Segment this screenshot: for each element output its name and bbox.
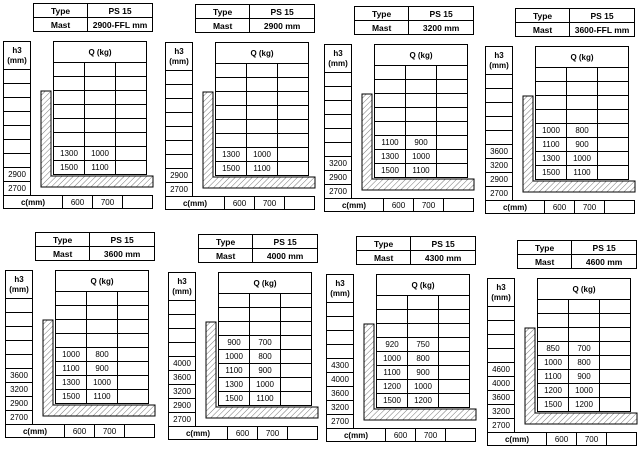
fork-shape xyxy=(41,91,153,187)
type-label: Type xyxy=(34,4,88,18)
h3-label: h3 xyxy=(496,282,506,292)
q-cell: 1500 xyxy=(377,394,408,408)
q-cell: 1200 xyxy=(569,398,600,412)
h3-cell: 3600 xyxy=(169,371,196,385)
c-table xyxy=(168,426,318,440)
type-value: PS 15 xyxy=(572,241,637,255)
q-cell: 900 xyxy=(569,370,600,384)
h3-cell: 2700 xyxy=(169,413,196,427)
q-cell: 1000 xyxy=(250,378,281,392)
q-cell: 920 xyxy=(377,338,408,352)
type-value: PS 15 xyxy=(90,233,155,247)
q-cell: 900 xyxy=(406,136,437,150)
h3-cell: 2700 xyxy=(488,419,515,433)
fork-shape xyxy=(206,322,318,418)
capacity-panel xyxy=(324,6,474,221)
c-label: c(mm) xyxy=(6,425,65,438)
type-value: PS 15 xyxy=(253,235,318,249)
h3-cell: 2700 xyxy=(4,182,31,196)
q-header: Q (kg) xyxy=(219,273,312,294)
q-cell: 1000 xyxy=(85,147,116,161)
q-cell: 1300 xyxy=(56,376,87,390)
c-label: c(mm) xyxy=(486,201,545,214)
type-label: Type xyxy=(355,7,409,21)
q-cell: 1500 xyxy=(536,166,567,180)
h3-unit: (mm) xyxy=(489,60,509,70)
q-cell: 1000 xyxy=(377,352,408,366)
q-cell: 1500 xyxy=(538,398,569,412)
q-cell: 1500 xyxy=(54,161,85,175)
c-value: 700 xyxy=(258,427,288,440)
h3-cell: 2700 xyxy=(6,411,33,425)
c-value: 600 xyxy=(384,199,414,212)
type-label: Type xyxy=(357,237,411,251)
c-table xyxy=(165,196,315,210)
mast-value: 4300 mm xyxy=(411,251,476,265)
q-cell: 1500 xyxy=(216,162,247,176)
mast-value: 3200 mm xyxy=(409,21,474,35)
q-cell: 1100 xyxy=(538,370,569,384)
c-label: c(mm) xyxy=(327,429,386,442)
q-header: Q (kg) xyxy=(538,279,631,300)
h3-cell: 2700 xyxy=(325,185,352,199)
type-label: Type xyxy=(196,5,250,19)
h3-cell: 2900 xyxy=(325,171,352,185)
mast-label: Mast xyxy=(355,21,409,35)
capacity-panel xyxy=(487,240,637,449)
q-cell: 1000 xyxy=(536,124,567,138)
c-table xyxy=(326,428,476,442)
mast-value: 2900-FFL mm xyxy=(88,18,153,32)
capacity-panel xyxy=(168,234,318,449)
q-cell: 700 xyxy=(569,342,600,356)
c-table xyxy=(5,424,155,438)
fork-shape xyxy=(203,92,315,188)
q-header: Q (kg) xyxy=(536,47,629,68)
mast-label: Mast xyxy=(36,247,90,261)
c-value: 700 xyxy=(416,429,446,442)
fork-outline xyxy=(485,8,635,208)
c-label: c(mm) xyxy=(325,199,384,212)
c-value: 600 xyxy=(63,196,93,209)
c-value: 600 xyxy=(65,425,95,438)
q-cell: 1000 xyxy=(87,376,118,390)
c-value xyxy=(285,197,315,210)
q-cell: 1000 xyxy=(247,148,278,162)
h3-label: h3 xyxy=(174,46,184,56)
type-value: PS 15 xyxy=(411,237,476,251)
q-cell: 700 xyxy=(250,336,281,350)
h3-unit: (mm) xyxy=(330,288,350,298)
h3-cell: 3200 xyxy=(327,401,354,415)
mast-label: Mast xyxy=(196,19,250,33)
q-cell: 1200 xyxy=(377,380,408,394)
type-label: Type xyxy=(518,241,572,255)
h3-unit: (mm) xyxy=(7,55,27,65)
c-value: 700 xyxy=(577,433,607,446)
q-cell: 1300 xyxy=(219,378,250,392)
c-value: 700 xyxy=(93,196,123,209)
fork-shape xyxy=(364,324,476,420)
h3-cell: 3200 xyxy=(169,385,196,399)
h3-cell: 2900 xyxy=(4,168,31,182)
h3-cell: 2900 xyxy=(486,173,513,187)
q-header: Q (kg) xyxy=(56,271,149,292)
type-label: Type xyxy=(36,233,90,247)
c-value: 600 xyxy=(547,433,577,446)
q-cell: 1300 xyxy=(54,147,85,161)
q-cell: 1300 xyxy=(536,152,567,166)
h3-cell: 3600 xyxy=(327,387,354,401)
q-cell: 900 xyxy=(87,362,118,376)
q-cell: 1200 xyxy=(408,394,439,408)
h3-cell: 2900 xyxy=(6,397,33,411)
q-cell: 1500 xyxy=(375,164,406,178)
mast-value: 3600 mm xyxy=(90,247,155,261)
h3-cell: 2700 xyxy=(327,415,354,429)
c-table xyxy=(3,195,153,209)
h3-cell: 3200 xyxy=(486,159,513,173)
type-value: PS 15 xyxy=(250,5,315,19)
fork-outline xyxy=(3,3,153,203)
q-cell: 1000 xyxy=(567,152,598,166)
q-cell: 1100 xyxy=(85,161,116,175)
c-label: c(mm) xyxy=(166,197,225,210)
q-cell: 800 xyxy=(87,348,118,362)
h3-unit: (mm) xyxy=(172,286,192,296)
fork-outline xyxy=(326,236,476,436)
c-value: 700 xyxy=(255,197,285,210)
q-header: Q (kg) xyxy=(375,45,468,66)
q-cell: 800 xyxy=(408,352,439,366)
q-header: Q (kg) xyxy=(54,42,147,63)
q-cell: 800 xyxy=(569,356,600,370)
c-label: c(mm) xyxy=(169,427,228,440)
h3-cell: 2700 xyxy=(486,187,513,201)
capacity-panel xyxy=(485,8,635,223)
q-cell: 1300 xyxy=(375,150,406,164)
c-value: 700 xyxy=(95,425,125,438)
h3-cell: 3600 xyxy=(486,145,513,159)
fork-outline xyxy=(324,6,474,206)
type-value: PS 15 xyxy=(88,4,153,18)
q-cell: 1500 xyxy=(56,390,87,404)
q-cell: 1000 xyxy=(219,350,250,364)
fork-outline xyxy=(487,240,637,440)
fork-outline xyxy=(168,234,318,434)
mast-label: Mast xyxy=(34,18,88,32)
h3-unit: (mm) xyxy=(328,58,348,68)
h3-label: h3 xyxy=(14,274,24,284)
h3-unit: (mm) xyxy=(9,284,29,294)
q-cell: 900 xyxy=(219,336,250,350)
capacity-panel xyxy=(3,3,153,218)
q-cell: 1300 xyxy=(216,148,247,162)
h3-unit: (mm) xyxy=(491,292,511,302)
q-cell: 1100 xyxy=(56,362,87,376)
mast-label: Mast xyxy=(516,23,570,37)
type-label: Type xyxy=(516,9,570,23)
c-value: 700 xyxy=(575,201,605,214)
type-value: PS 15 xyxy=(570,9,635,23)
c-value: 600 xyxy=(386,429,416,442)
h3-cell: 4000 xyxy=(169,357,196,371)
q-cell: 1500 xyxy=(219,392,250,406)
c-value xyxy=(288,427,318,440)
c-label: c(mm) xyxy=(488,433,547,446)
h3-unit: (mm) xyxy=(169,56,189,66)
mast-value: 2900 mm xyxy=(250,19,315,33)
q-cell: 1100 xyxy=(536,138,567,152)
type-value: PS 15 xyxy=(409,7,474,21)
q-header: Q (kg) xyxy=(377,275,470,296)
fork-shape xyxy=(523,96,635,192)
fork-shape xyxy=(525,328,637,424)
q-cell: 900 xyxy=(250,364,281,378)
q-cell: 1000 xyxy=(406,150,437,164)
c-value: 600 xyxy=(225,197,255,210)
q-cell: 1000 xyxy=(56,348,87,362)
h3-label: h3 xyxy=(335,278,345,288)
q-cell: 1100 xyxy=(247,162,278,176)
h3-cell: 3200 xyxy=(6,383,33,397)
h3-label: h3 xyxy=(333,48,343,58)
c-value: 600 xyxy=(545,201,575,214)
q-cell: 900 xyxy=(408,366,439,380)
c-value: 600 xyxy=(228,427,258,440)
capacity-panel xyxy=(165,4,315,219)
c-value xyxy=(605,201,635,214)
q-cell: 800 xyxy=(567,124,598,138)
c-table xyxy=(324,198,474,212)
capacity-panel xyxy=(5,232,155,447)
fork-shape xyxy=(362,94,474,190)
c-table xyxy=(485,200,635,214)
h3-label: h3 xyxy=(177,276,187,286)
type-label: Type xyxy=(199,235,253,249)
fork-outline xyxy=(5,232,155,432)
q-cell: 1100 xyxy=(377,366,408,380)
q-cell: 1100 xyxy=(87,390,118,404)
h3-cell: 4000 xyxy=(327,373,354,387)
c-value xyxy=(444,199,474,212)
h3-cell: 4300 xyxy=(327,359,354,373)
h3-cell: 2700 xyxy=(166,183,193,197)
q-cell: 900 xyxy=(567,138,598,152)
c-value xyxy=(607,433,637,446)
q-cell: 1100 xyxy=(375,136,406,150)
fork-shape xyxy=(43,320,155,416)
c-value xyxy=(446,429,476,442)
q-cell: 1100 xyxy=(567,166,598,180)
c-value: 700 xyxy=(414,199,444,212)
c-table xyxy=(487,432,637,446)
q-cell: 800 xyxy=(250,350,281,364)
q-cell: 1000 xyxy=(538,356,569,370)
mast-label: Mast xyxy=(357,251,411,265)
mast-value: 4600 mm xyxy=(572,255,637,269)
h3-cell: 4000 xyxy=(488,377,515,391)
c-label: c(mm) xyxy=(4,196,63,209)
mast-label: Mast xyxy=(518,255,572,269)
h3-cell: 3200 xyxy=(325,157,352,171)
h3-cell: 4600 xyxy=(488,363,515,377)
mast-value: 4000 mm xyxy=(253,249,318,263)
q-cell: 1000 xyxy=(408,380,439,394)
capacity-panel xyxy=(326,236,476,449)
q-cell: 1000 xyxy=(569,384,600,398)
q-cell: 850 xyxy=(538,342,569,356)
q-cell: 1100 xyxy=(219,364,250,378)
q-cell: 750 xyxy=(408,338,439,352)
h3-label: h3 xyxy=(494,50,504,60)
q-header: Q (kg) xyxy=(216,43,309,64)
mast-label: Mast xyxy=(199,249,253,263)
q-cell: 1200 xyxy=(538,384,569,398)
h3-cell: 2900 xyxy=(166,169,193,183)
q-cell: 1100 xyxy=(406,164,437,178)
h3-label: h3 xyxy=(12,45,22,55)
h3-cell: 3200 xyxy=(488,405,515,419)
q-cell: 1100 xyxy=(250,392,281,406)
h3-cell: 2900 xyxy=(169,399,196,413)
fork-outline xyxy=(165,4,315,204)
c-value xyxy=(125,425,155,438)
mast-value: 3600-FFL mm xyxy=(570,23,635,37)
h3-cell: 3600 xyxy=(488,391,515,405)
h3-cell: 3600 xyxy=(6,369,33,383)
c-value xyxy=(123,196,153,209)
